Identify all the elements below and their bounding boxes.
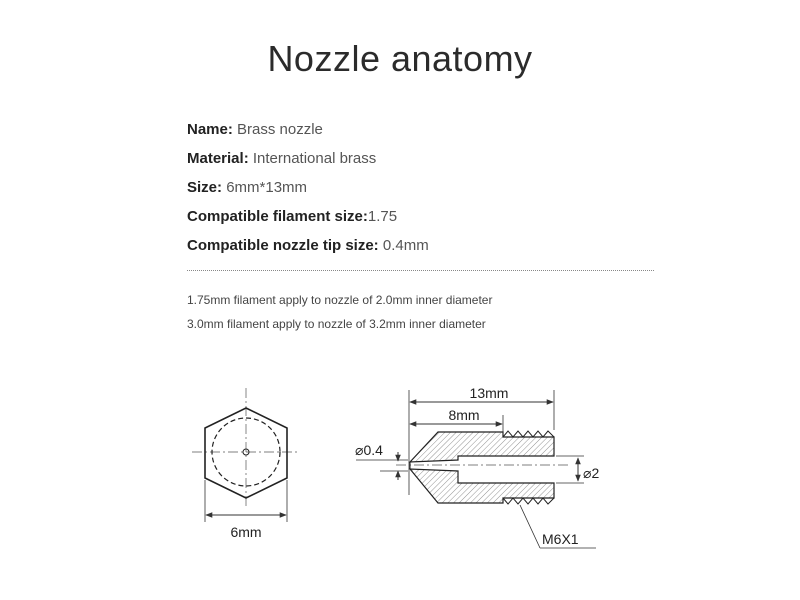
thread-length-label: 8mm	[448, 407, 480, 423]
spec-value: 6mm*13mm	[226, 179, 308, 196]
spec-value: 0.4mm	[382, 237, 429, 254]
thread-teeth	[503, 431, 554, 437]
tip-diameter-label	[355, 442, 383, 458]
spec-value: Brass nozzle	[237, 121, 323, 138]
page-title: Nozzle anatomy	[267, 38, 533, 79]
total-length-label: 13mm	[469, 385, 509, 401]
hex-width-label: 6mm	[230, 524, 262, 540]
thread-teeth	[503, 498, 554, 504]
spec-label: Material:	[187, 150, 249, 167]
hex-end-view	[192, 388, 300, 540]
bore-diameter-label	[583, 465, 599, 481]
diameter-icon: ⌀	[583, 465, 592, 481]
tip-diameter-value: 0.4	[363, 442, 383, 458]
thread-spec-label: M6X1	[542, 531, 579, 547]
spec-value: 1.75	[367, 208, 398, 225]
spec-label: Compatible nozzle tip size:	[187, 237, 379, 254]
note-item: 1.75mm filament apply to nozzle of 2.0mm inner diameter	[187, 293, 493, 307]
bore-diameter-value: 2	[591, 465, 600, 481]
leader-line	[520, 505, 540, 548]
diameter-icon: ⌀	[355, 442, 364, 458]
nozzle-section-view	[355, 385, 599, 548]
spec-label: Size:	[187, 179, 223, 196]
spec-value: International brass	[252, 150, 377, 167]
spec-label: Compatible filament size:	[187, 208, 368, 225]
spec-label: Name:	[187, 121, 233, 138]
note-item: 3.0mm filament apply to nozzle of 3.2mm inner diameter	[187, 317, 486, 331]
body-lower-section	[410, 469, 554, 503]
